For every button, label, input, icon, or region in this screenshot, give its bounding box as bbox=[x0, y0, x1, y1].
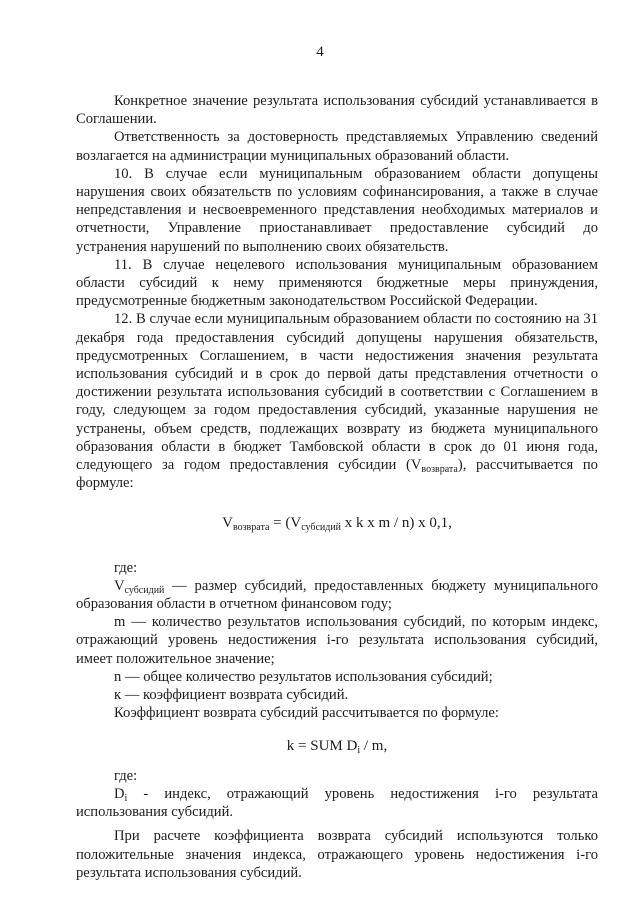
formula-return-volume: $V_{возврата} = (V_{субсидий}$ x k x m / n) x 0,1, bbox=[222, 515, 452, 534]
definition-n: n — общее количество результатов использования субсидий; bbox=[114, 668, 493, 685]
paragraph-12 bbox=[76, 310, 598, 492]
paragraph-responsibility: Ответственность за достоверность представляемых Управлению сведений возлагается на администрации муниципальных образований области. bbox=[76, 129, 598, 164]
page-number: 4 bbox=[316, 44, 324, 60]
definition-m: m — количество результатов использования субсидий, по которым индекс, отражающий уровень недостижения i-го результата использования субсидий, имеет положительное значение; bbox=[76, 614, 598, 667]
paragraph-12-v-subscript: возврата bbox=[421, 464, 458, 476]
definition-k: к — коэффициент возврата субсидий. bbox=[114, 687, 349, 704]
definition-v-subsidies: $V_{субсидий}$ — размер субсидий, предоставленных бюджету муниципального образования области в отчетном финансовом году; bbox=[76, 577, 598, 613]
document-body bbox=[76, 92, 598, 882]
paragraph-final: При расчете коэффициента возврата субсидий используются только положительные значения индекса, отражающего уровень недостижения i-го результата использования субсидий. bbox=[76, 828, 598, 881]
where-label-1: где: bbox=[114, 559, 138, 576]
paragraph-11: 11. В случае нецелевого использования муниципальным образованием области субсидий к нему применяются бюджетные меры принуждения, предусмотренные бюджетным законодательством Российской Федерации. bbox=[76, 256, 598, 310]
paragraph-result-value: Конкретное значение результата использования субсидий устанавливается в Соглашении. bbox=[76, 93, 598, 128]
paragraph-10: 10. В случае если муниципальным образованием области допущены нарушения своих обязательств по условиям софинансирования, а также в случае непредставления и несвоевременного представления необходимых материалов и отчетности, Управление приостанавливает предоставление субсидий до устранения нарушений по выполнению своих обязательств. bbox=[76, 165, 598, 255]
definition-d: $D_i$ - индекс, отражающий уровень недостижения i-го результата использования субсидий. bbox=[76, 785, 598, 821]
formula-coefficient: k = SUM $D_i$ / m, bbox=[286, 737, 388, 756]
paragraph-12-tail: ), рассчитывается по формуле: bbox=[76, 457, 598, 492]
paragraph-12-v: V bbox=[410, 457, 422, 474]
paragraph-12-text: 12. В случае если муниципальным образованием области по состоянию на 31 декабря года предоставления субсидий допущены нарушения обязательств, предусмотренных Соглашением, в части недостижения значения результата использования субсидий и в срок до первой даты представления отчетности о достижении результата использования субсидий в соответствии с Соглашением в году, следующем за годом предоставления субсидий, указанные нарушения не устранены, объем средств, подлежащих возврату из бюджета муниципального образования области в бюджет Тамбовской области в срок до 01 июня года, следующего за годом предоставления субсидии ( bbox=[76, 311, 598, 474]
where-label-2: где: bbox=[114, 767, 138, 784]
coefficient-intro: Коэффициент возврата субсидий рассчитывается по формуле: bbox=[114, 705, 499, 722]
